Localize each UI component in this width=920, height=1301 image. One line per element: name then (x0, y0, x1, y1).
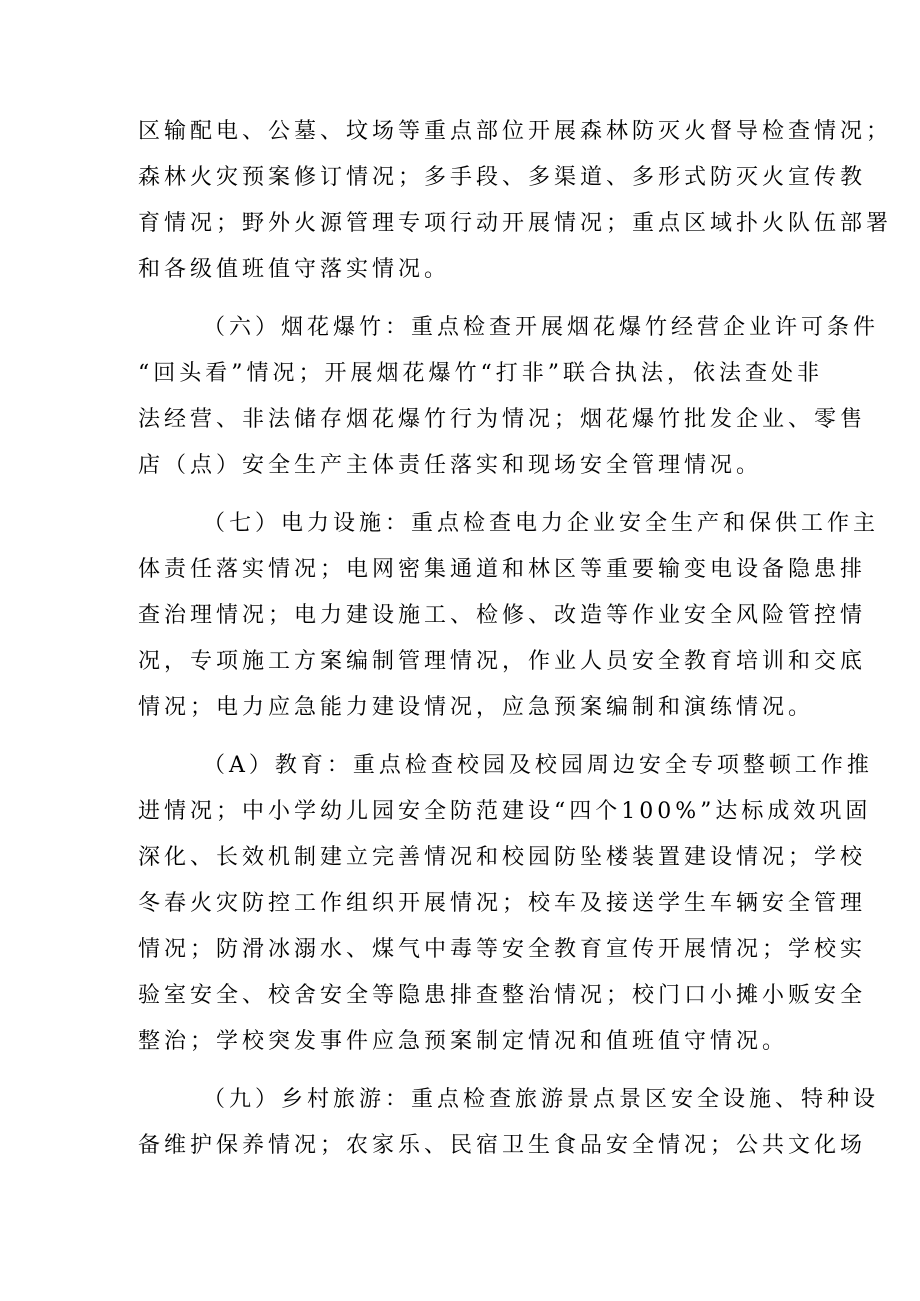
text-line: 体责任落实情况；电网密集通道和林区等重要输变电设备隐患排 (138, 557, 867, 582)
text-line: 情况；电力应急能力建设情况，应急预案编制和演练情况。 (138, 695, 815, 720)
text-line: 森林火灾预案修订情况；多手段、多渠道、多形式防灭火宣传教 (138, 165, 867, 190)
text-line: 和各级值班值守落实情况。 (138, 257, 451, 282)
section-six-first-line: （六）烟花爆竹：重点检查开展烟花爆竹经营企业许可条件 (203, 315, 880, 340)
text-line: 法经营、非法储存烟花爆竹行为情况；烟花爆竹批发企业、零售 (138, 407, 867, 432)
text-line: 查治理情况；电力建设施工、检修、改造等作业安全风险管控情 (138, 603, 867, 628)
text-line: 深化、长效机制建立完善情况和校园防坠楼装置建设情况；学校 (138, 845, 867, 870)
text-line: “回头看”情况；开展烟花爆竹“打非”联合执法，依法查处非 (138, 361, 823, 386)
section-seven-first-line: （七）电力设施：重点检查电力企业安全生产和保供工作主 (203, 511, 880, 536)
text-line: 况，专项施工方案编制管理情况，作业人员安全教育培训和交底 (138, 649, 867, 674)
text-line: 情况；防滑冰溺水、煤气中毒等安全教育宣传开展情况；学校实 (138, 937, 867, 962)
text-line: 店（点）安全生产主体责任落实和现场安全管理情况。 (138, 453, 763, 478)
text-line: 验室安全、校舍安全等隐患排查整治情况；校门口小摊小贩安全 (138, 983, 867, 1008)
text-line: 区输配电、公墓、坟场等重点部位开展森林防灭火督导检查情况； (138, 119, 893, 144)
text-line: 冬春火灾防控工作组织开展情况；校车及接送学生车辆安全管理 (138, 891, 867, 916)
text-line: 育情况；野外火源管理专项行动开展情况；重点区域扑火队伍部署 (138, 211, 893, 236)
text-line: 备维护保养情况；农家乐、民宿卫生食品安全情况；公共文化场 (138, 1133, 867, 1158)
section-eight-first-line: （A）教育：重点检查校园及校园周边安全专项整顿工作推 (203, 753, 873, 778)
text-line: 进情况；中小学幼儿园安全防范建设“四个100%”达标成效巩固 (138, 799, 872, 824)
text-line: 整治；学校突发事件应急预案制定情况和值班值守情况。 (138, 1029, 789, 1054)
section-nine-first-line: （九）乡村旅游：重点检查旅游景点景区安全设施、特种设 (203, 1087, 880, 1112)
